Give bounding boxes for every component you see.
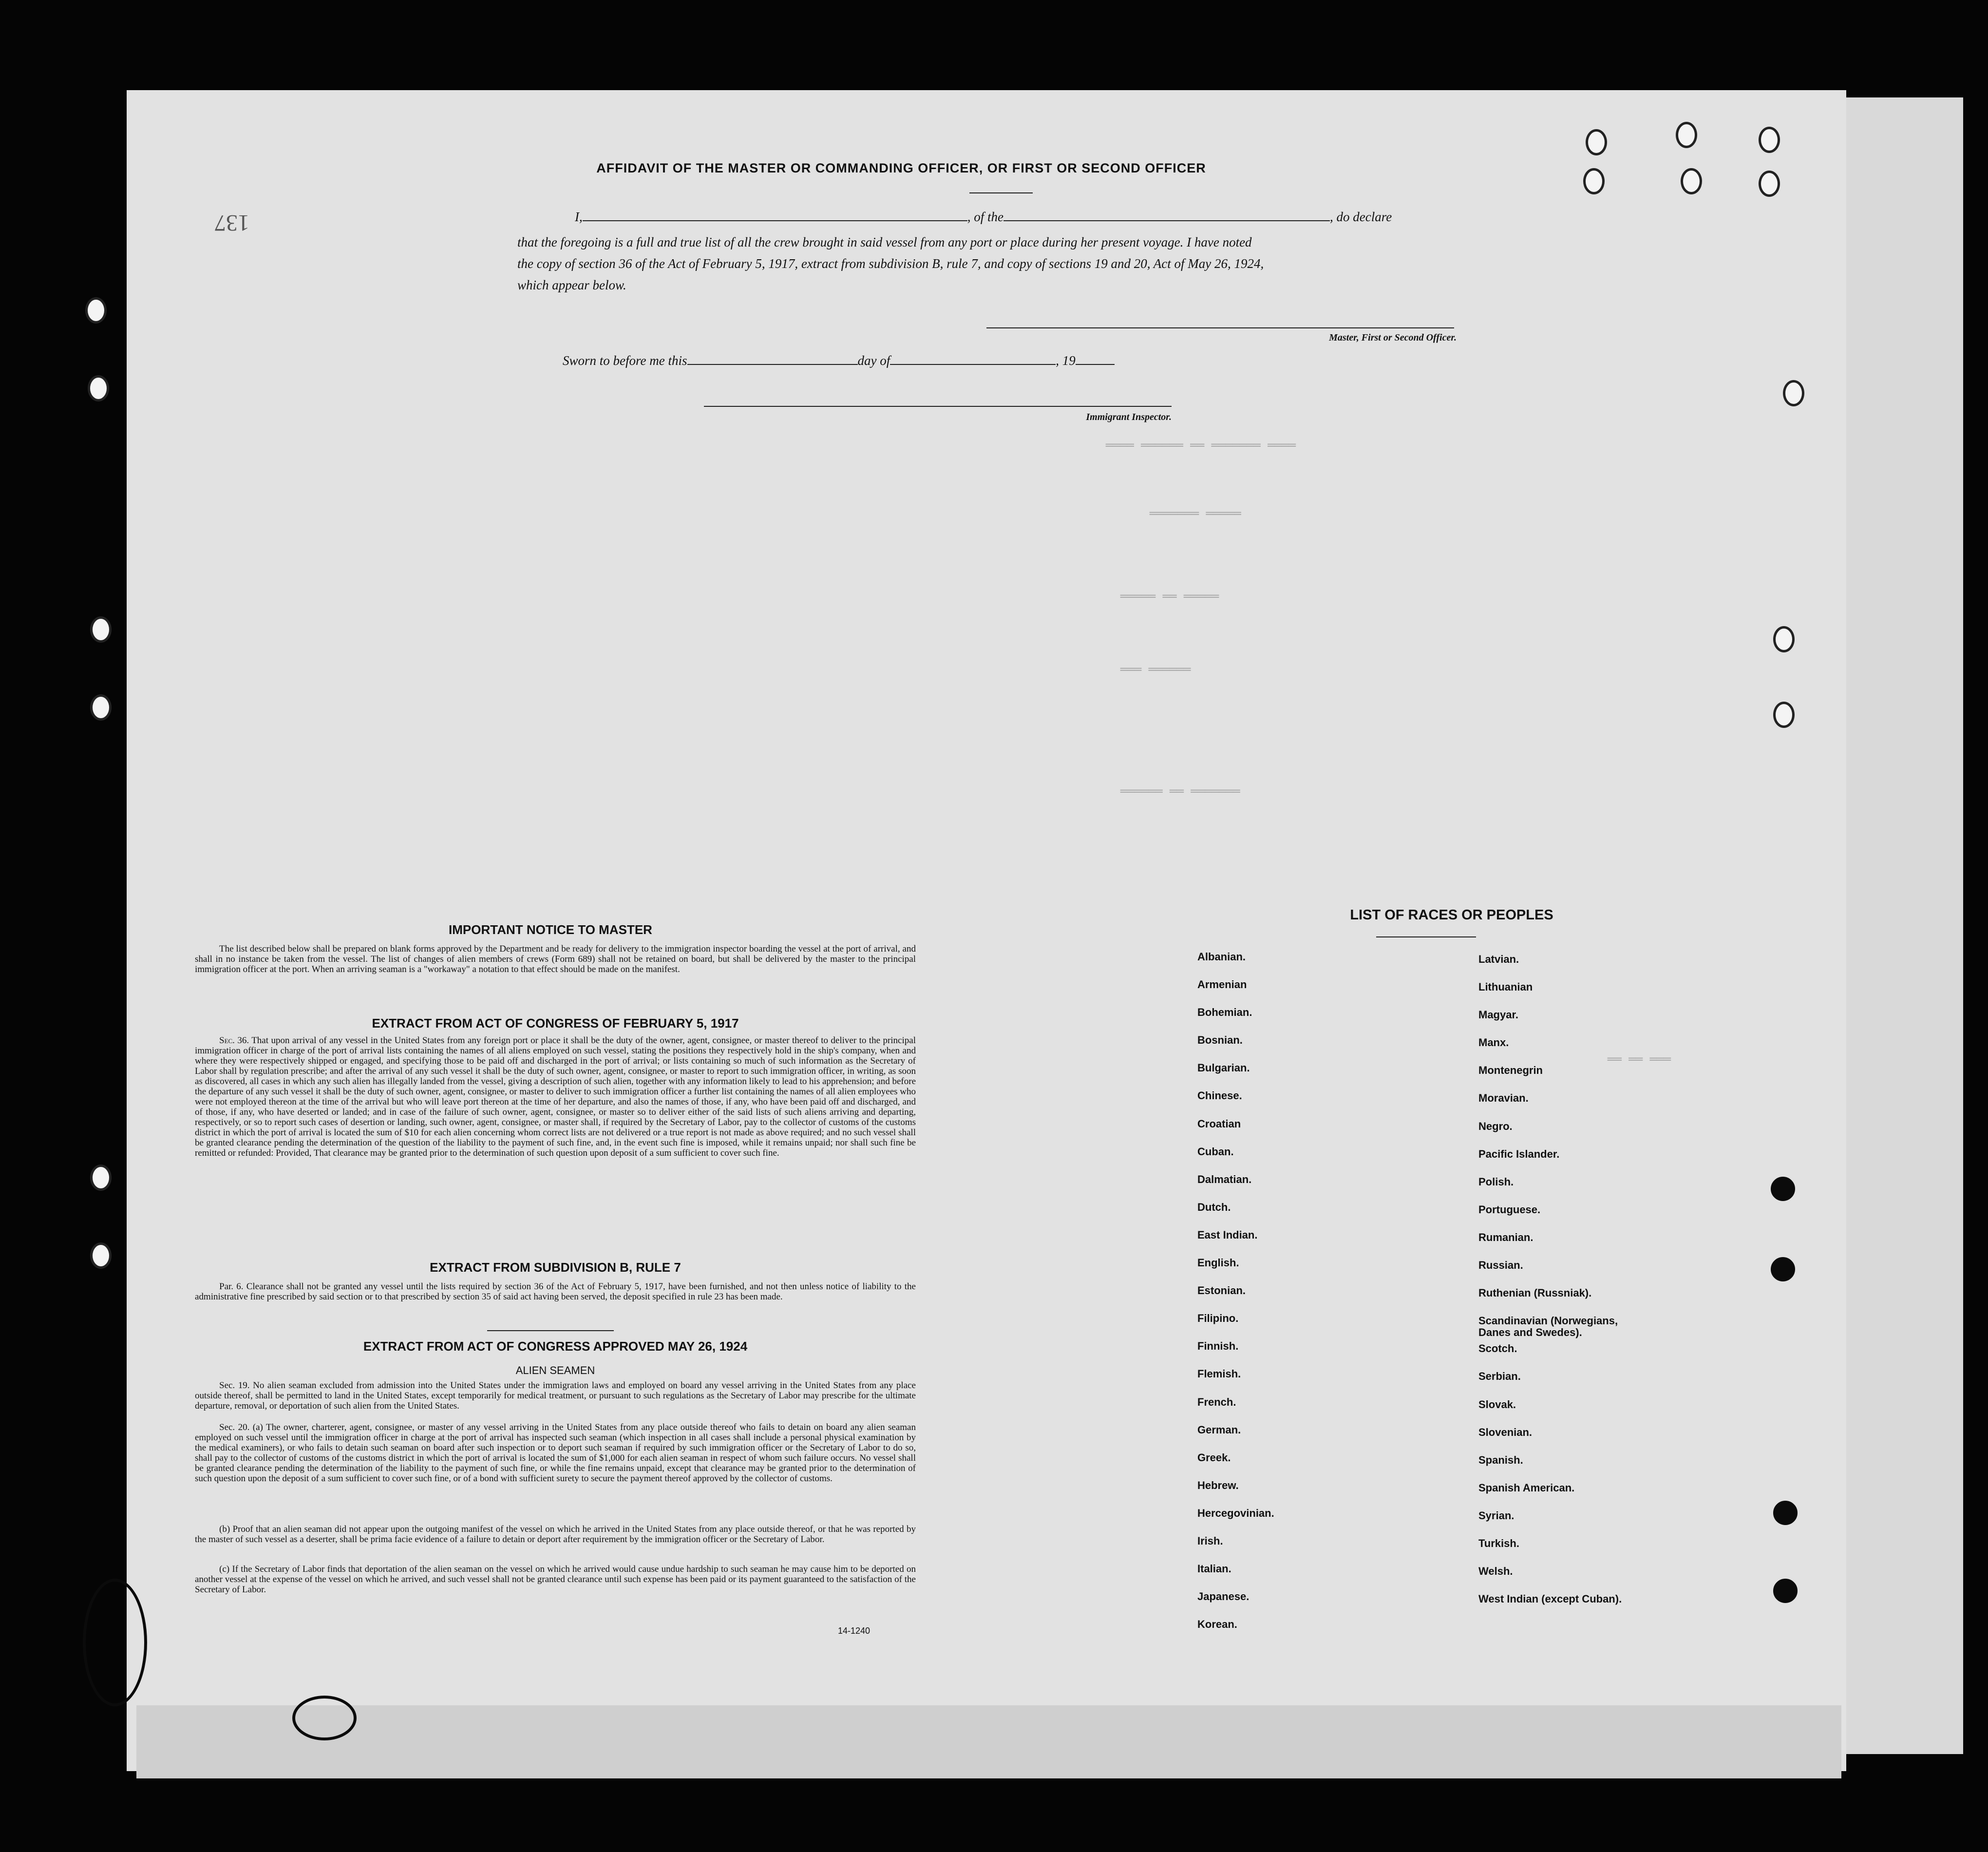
punch-hole xyxy=(90,1165,112,1191)
race-item: Bulgarian. xyxy=(1197,1062,1250,1074)
day-of-label: day of xyxy=(857,353,890,368)
bleed-through-text: ═══════ ═════ xyxy=(1150,507,1241,520)
race-item: Spanish. xyxy=(1478,1453,1523,1466)
race-item: Latvian. xyxy=(1478,953,1519,965)
punch-hole xyxy=(1583,168,1605,194)
alien-seamen-subtitle: ALIEN SEAMEN xyxy=(515,1364,595,1376)
race-item: Scotch. xyxy=(1478,1342,1517,1355)
affidavit-body-line: that the foregoing is a full and true list of all the crew brought in said vessel from any port or place during her present voyage. I have noted xyxy=(517,235,1252,249)
punch-hole xyxy=(1783,380,1804,406)
punch-hole-dark xyxy=(1771,1177,1795,1201)
punch-hole xyxy=(1773,626,1795,652)
race-item: Hebrew. xyxy=(1197,1479,1239,1491)
bleed-through-text: ═════ ══ ═════ xyxy=(1120,590,1219,603)
race-item: Bosnian. xyxy=(1197,1034,1243,1047)
race-item: French. xyxy=(1197,1395,1236,1408)
sworn-line xyxy=(563,353,1115,368)
races-title-rule xyxy=(1376,936,1476,937)
race-item: East Indian. xyxy=(1197,1228,1258,1241)
extract-1917-title: EXTRACT FROM ACT OF CONGRESS OF FEBRUARY 5, 1917 xyxy=(372,1016,739,1031)
master-signature-line[interactable] xyxy=(986,327,1454,328)
sworn-year-field[interactable] xyxy=(1076,353,1115,365)
punch-hole-dark xyxy=(1771,1257,1795,1281)
race-item: Slovenian. xyxy=(1478,1426,1533,1438)
section-36-label: Sec. 36. xyxy=(219,1035,249,1046)
affidavit-body xyxy=(517,231,1458,296)
punch-hole xyxy=(1759,127,1780,153)
race-item: Portuguese. xyxy=(1478,1203,1541,1216)
race-item: Armenian xyxy=(1197,978,1247,991)
master-signature-caption: Master, First or Second Officer. xyxy=(1329,332,1457,343)
bleed-through-text: ══ ══ ═══ xyxy=(1608,1052,1671,1066)
race-item: Spanish American. xyxy=(1478,1481,1575,1494)
race-item: Moravian. xyxy=(1478,1092,1529,1105)
declarant-name-field[interactable] xyxy=(583,210,967,221)
declare-label: , do declare xyxy=(1330,210,1392,224)
race-item: Albanian. xyxy=(1197,951,1246,963)
year-label: , 19 xyxy=(1056,353,1076,368)
race-item: Korean. xyxy=(1197,1618,1237,1631)
punch-hole xyxy=(90,616,112,643)
punch-hole xyxy=(90,694,112,721)
race-item: Pacific Islander. xyxy=(1478,1147,1560,1160)
bleed-through-text: ═══ ══════ xyxy=(1120,663,1191,676)
affidavit-title: AFFIDAVIT OF THE MASTER OR COMMANDING OFFICER, OR FIRST OR SECOND OFFICER xyxy=(596,161,1206,175)
race-item: Italian. xyxy=(1197,1563,1231,1575)
race-item: Cuban. xyxy=(1197,1145,1234,1158)
punch-hole xyxy=(1759,171,1780,197)
race-item: Negro. xyxy=(1478,1120,1513,1132)
races-left-column xyxy=(1197,951,1274,1646)
section-36-text xyxy=(195,1035,916,1158)
handwritten-mark xyxy=(83,1579,147,1706)
race-item: Filipino. xyxy=(1197,1312,1239,1325)
affidavit-body-line: which appear below. xyxy=(517,278,626,292)
races-right-column xyxy=(1478,954,1639,1621)
inspector-caption: Immigrant Inspector. xyxy=(1086,412,1172,422)
punch-hole xyxy=(1676,122,1697,148)
punch-hole-dark xyxy=(1773,1579,1798,1603)
punch-hole xyxy=(88,375,109,401)
race-item: Ruthenian (Russniak). xyxy=(1478,1287,1592,1299)
race-item: Manx. xyxy=(1478,1036,1509,1049)
bleed-through-text: ══════ ══ ═══════ xyxy=(1120,784,1240,798)
race-item: Welsh. xyxy=(1478,1565,1513,1578)
punch-hole xyxy=(1586,129,1607,155)
sworn-date-field[interactable] xyxy=(687,353,858,365)
declaration-line xyxy=(575,210,1457,225)
punch-hole-dark xyxy=(1773,1501,1798,1525)
affidavit-body-line: the copy of section 36 of the Act of February 5, 1917, extract from subdivision B, rule 7, and copy of sections 19 and 20, Act of May 26, 1924, xyxy=(517,256,1264,271)
title-rule xyxy=(969,192,1033,193)
race-item: Turkish. xyxy=(1478,1537,1519,1549)
section-20c-text: (c) If the Secretary of Labor finds that deportation of the alien seaman on the vessel on which he arrived would cause undue hardship to such seaman he may cause him to be deported on another vessel at the expense of the vessel on which he arrived, and such vessel shall not be granted clearance until such expense has been paid or its payment guaranteed to the satisfaction of the Secretary of Labor. xyxy=(195,1564,916,1595)
race-item: German. xyxy=(1197,1423,1241,1436)
race-item: Magyar. xyxy=(1478,1009,1518,1021)
race-item: Scandinavian (Norwegians, Danes and Swedes). xyxy=(1478,1315,1618,1339)
vessel-label: , of the xyxy=(967,210,1003,224)
race-item: Dutch. xyxy=(1197,1201,1231,1213)
race-item: Bohemian. xyxy=(1197,1006,1252,1019)
race-item: Syrian. xyxy=(1478,1509,1515,1522)
race-item: Dalmatian. xyxy=(1197,1173,1252,1185)
punch-hole xyxy=(85,297,107,324)
inspector-signature-line[interactable] xyxy=(704,406,1172,407)
race-item: Croatian xyxy=(1197,1117,1241,1130)
under-sheet-edge xyxy=(136,1705,1841,1778)
race-item: Polish. xyxy=(1478,1175,1514,1188)
rule-7-title: EXTRACT FROM SUBDIVISION B, RULE 7 xyxy=(430,1260,681,1275)
race-item: Irish. xyxy=(1197,1534,1223,1547)
section-20a-text: Sec. 20. (a) The owner, charterer, agent, consignee, or master of any vessel arriving in the United States from any place outside thereof who fails to detain on board any alien seaman employed on such vessel until the immigration officer in charge at the port of arrival has inspected such seaman (which inspection in all cases shall include a personal physical examination by the medical examiners), or who fails to detain such seaman on board after such inspection or to deport such seaman if required by such immigration officer or the Secretary of Labor to do so, shall pay to the collector of customs of the customs district in which the port of arrival is located the sum of $1,000 for each alien seaman in respect of whom such failure occurs. No vessel shall be granted clearance pending the determination of the liability to the payment of such fine, or while the fine remains unpaid, except that clearance may be granted prior to the determination of such question upon the deposit of a sum sufficient to cover such fine, or of a bond with sufficient surety to secure the payment thereof approved by the collector of customs. xyxy=(195,1422,916,1484)
race-item: Rumanian. xyxy=(1478,1231,1534,1243)
handwritten-mark xyxy=(292,1696,357,1740)
punch-hole xyxy=(90,1242,112,1269)
race-item: Japanese. xyxy=(1197,1590,1250,1603)
section-19-text: Sec. 19. No alien seaman excluded from admission into the United States under the immigration laws and employed on board any vessel arriving in the United States from any place outside thereof, shall be permitted to land in the United States, except temporarily for medical treatment, or pursuant to such regulations as the Secretary of Labor may prescribe for the ultimate departure, removal, or deportation of such alien from the United States. xyxy=(195,1380,916,1411)
race-item: Flemish. xyxy=(1197,1368,1241,1380)
race-item: Finnish. xyxy=(1197,1340,1239,1353)
form-number: 14-1240 xyxy=(838,1626,871,1636)
vessel-name-field[interactable] xyxy=(1003,210,1330,221)
declarant-label: I, xyxy=(575,210,583,224)
race-item: Greek. xyxy=(1197,1451,1231,1464)
margin-number: 137 xyxy=(214,210,249,236)
race-item: Serbian. xyxy=(1478,1370,1521,1383)
rule-7-text: Par. 6. Clearance shall not be granted any vessel until the lists required by section 36 of the Act of February 5, 1917, have been furnished, and not then unless notice of liability to the administrative fine prescribed by said section or to that prescribed by section 35 of said act having been served, the deposit specified in rule 23 has been made. xyxy=(195,1281,916,1302)
notice-title: IMPORTANT NOTICE TO MASTER xyxy=(449,922,652,937)
sworn-label: Sworn to before me this xyxy=(563,353,687,368)
race-item: Chinese. xyxy=(1197,1089,1242,1102)
races-title: LIST OF RACES OR PEOPLES xyxy=(1350,907,1553,923)
race-item: Montenegrin xyxy=(1478,1064,1543,1077)
section-rule xyxy=(487,1330,614,1331)
race-item: Estonian. xyxy=(1197,1284,1246,1297)
race-item: Hercegovinian. xyxy=(1197,1507,1274,1519)
race-item: Lithuanian xyxy=(1478,981,1533,993)
punch-hole xyxy=(1681,168,1702,194)
notice-text: The list described below shall be prepared on blank forms approved by the Department and be ready for delivery to the immigration inspector boarding the vessel at the port of arrival, and shall in no instance be taken from the vessel. The list of changes of alien members of crews (Form 689) shall not be retained on board, but shall be delivered by the master to the principal immigration officer at the port. When an arriving seaman is a "workaway" a notation to that effect should be made on the manifest. xyxy=(195,944,916,974)
extract-1924-title: EXTRACT FROM ACT OF CONGRESS APPROVED MAY 26, 1924 xyxy=(363,1339,748,1354)
race-item: English. xyxy=(1197,1257,1239,1269)
section-20b-text: (b) Proof that an alien seaman did not appear upon the outgoing manifest of the vessel on which he arrived in the United States from any place outside thereof, or that he was reported by the master of such vessel as a deserter, shall be prima facie evidence of a failure to detain or deport after requirement by the immigration officer or the Secretary of Labor. xyxy=(195,1524,916,1545)
race-item: Russian. xyxy=(1478,1259,1523,1272)
section-36-body: That upon arrival of any vessel in the United States from any foreign port or place it shall be the duty of the owner, agent, consignee, or master thereof to deliver to the principal immigration officer in charge of the port of arrival lists containing the names of all aliens employed on such vessel, stating the positions they respectively hold in the ship's company, when and where they were respectively shipped or engaged, and specifying those to be paid off and discharged in the port of arrival; or lists containing so much of such information as the Secretary of Labor shall by regulation prescribe; and after the arrival of any such vessel it shall be the duty of such owner, agent, consignee, or master to report to such immigration officer, in writing, as soon as discovered, all cases in which any such alien has illegally landed from the vessel, giving a description of such alien, together with any information likely to lead to his apprehension; and before the departure of any such vessel it shall be the duty of such owner, agent, consignee, or master to deliver to such immigration officer a further list containing the names of all alien employees who were not employed thereon at the time of the arrival but who will leave port thereon at the time of her departure, and also the names of those, if any, who have been paid off and discharged, and of those, if any, who have deserted or landed; and in case of the failure of such owner, agent, consignee, or master so to deliver either of the said lists of such aliens arriving and departing, respectively, or so to report such cases of desertion or landing, such owner, agent, consignee, or master shall, if required by the Secretary of Labor, pay to the collector of customs of the customs district in which the port of arrival is located the sum of $10 for each alien concerning whom correct lists are not delivered or a true report is not made as above required; and no such vessel shall be granted clearance pending the determination of the question of the liability to the payment of such fine, and, in the event such fine is imposed, while it remains unpaid; nor shall such fine be remitted or refunded: Provided, That clearance may be granted prior to the determination of such question upon deposit of a sum sufficient to cover such fine. xyxy=(195,1035,916,1158)
punch-hole xyxy=(1773,702,1795,728)
bleed-through-text: ════ ══════ ══ ═══════ ════ xyxy=(1106,439,1296,452)
race-item: Slovak. xyxy=(1478,1398,1516,1411)
race-item: West Indian (except Cuban). xyxy=(1478,1593,1622,1605)
sworn-month-field[interactable] xyxy=(890,353,1056,365)
